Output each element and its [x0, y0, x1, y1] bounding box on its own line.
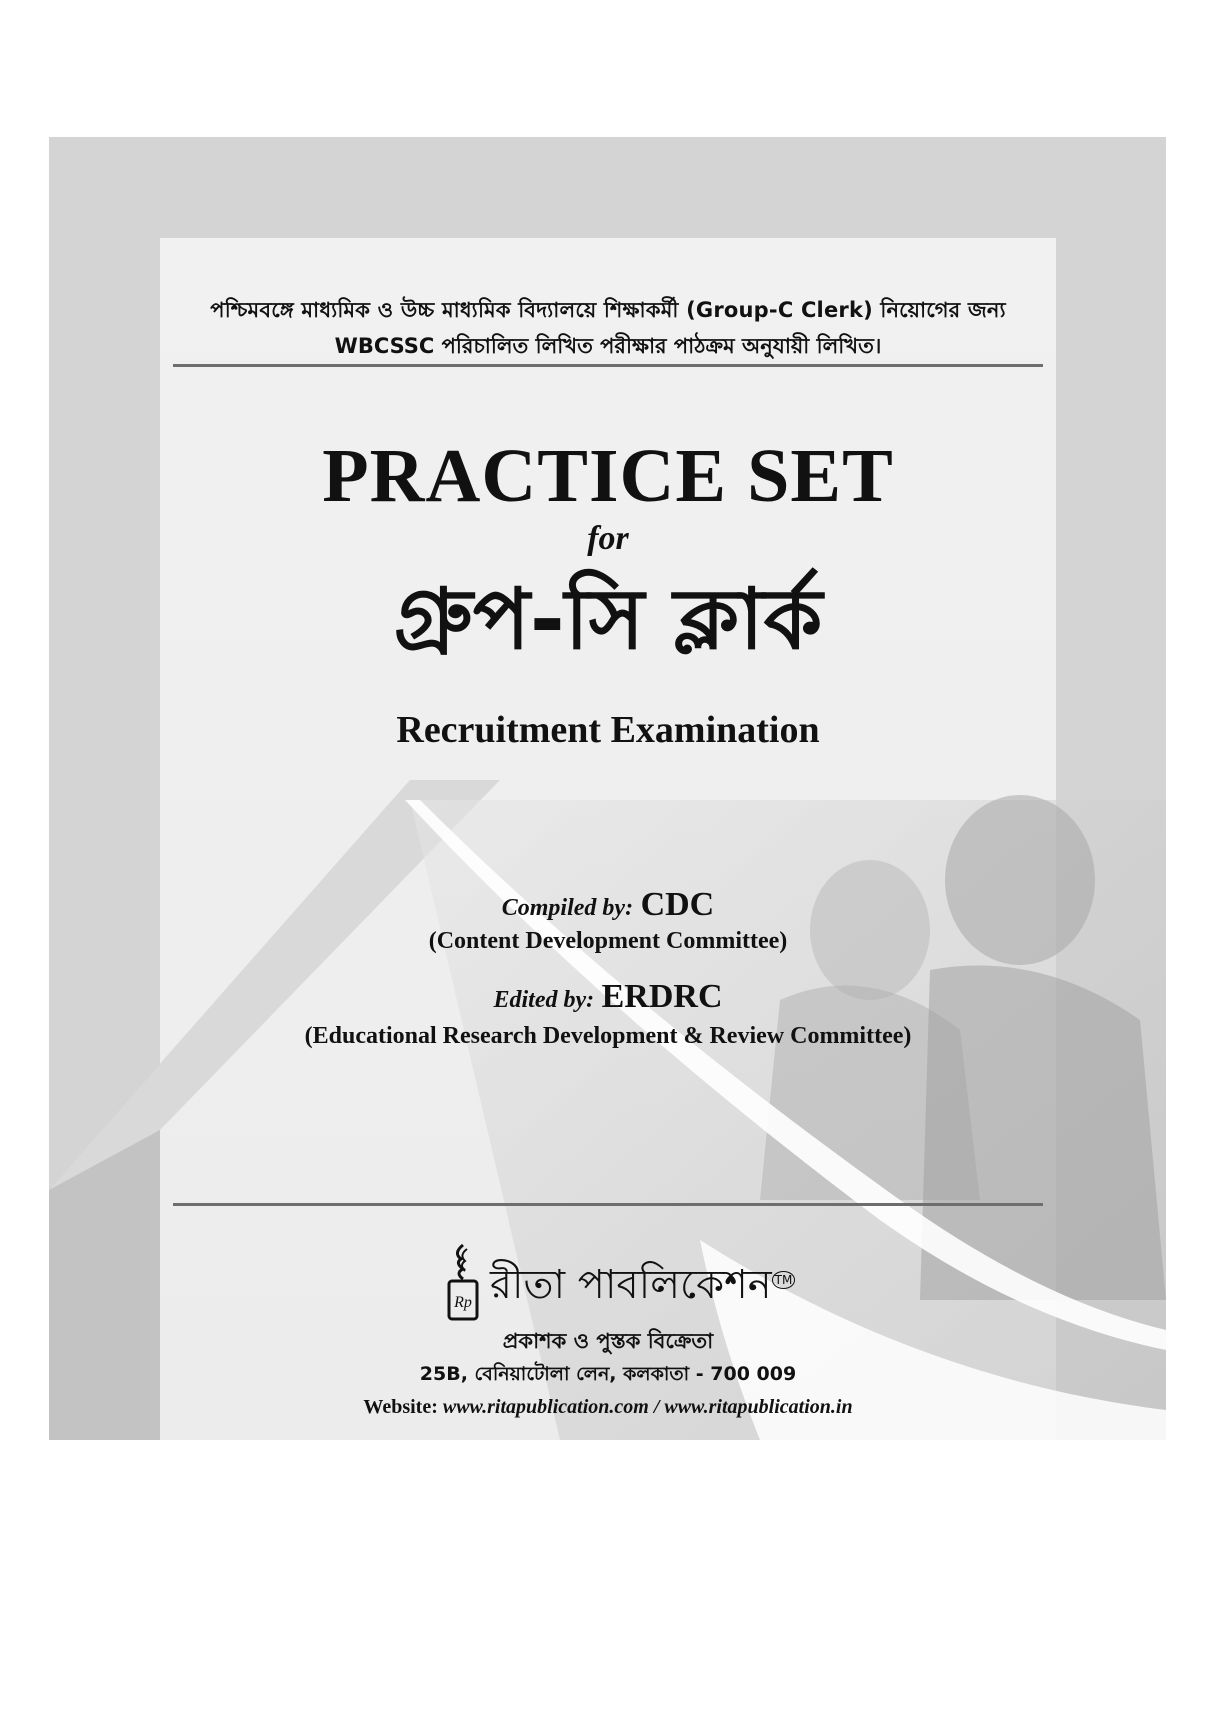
- website-urls: www.ritapublication.com / www.ritapublication.in: [442, 1396, 853, 1418]
- compiled-by: [160, 886, 1056, 924]
- publisher-tagline: প্রকাশক ও পুস্তক বিক্রেতা: [502, 1329, 714, 1353]
- title-for: for: [587, 520, 629, 557]
- edited-value: ERDRC: [601, 978, 723, 1015]
- trademark-symbol: TM: [772, 1271, 796, 1289]
- publisher-name-text: রীতা পাবলিকেশন: [490, 1262, 772, 1308]
- compiled-label: Compiled by:: [501, 895, 634, 921]
- publisher-website: [160, 1396, 1056, 1419]
- bottom-divider: [173, 1203, 1043, 1206]
- publisher-address: 25B, বেনিয়াটোলা লেন, কলকাতা - 700 009: [419, 1363, 797, 1385]
- edited-by: [160, 978, 1056, 1016]
- intro-line-1: পশ্চিমবঙ্গে মাধ্যমিক ও উচ্চ মাধ্যমিক বিদ্যালয়ে শিক্ষাকর্মী (Group-C Clerk) নিয়োগের জন্য: [210, 298, 1006, 322]
- bengali-title: গ্রুপ-সি ক্লার্ক: [393, 570, 823, 668]
- logo-initials: Rp: [454, 1294, 472, 1311]
- compiled-full-name: (Content Development Committee): [428, 928, 788, 954]
- compiled-value: CDC: [640, 886, 715, 923]
- edited-full-name: (Educational Research Development & Review Committee): [304, 1023, 912, 1049]
- intro-line-2: WBCSSC পরিচালিত লিখিত পরীক্ষার পাঠক্রম অনুযায়ী লিখিত।: [334, 334, 882, 358]
- website-label: Website:: [363, 1396, 438, 1418]
- publisher-name: [490, 1253, 795, 1320]
- cover-panel: [160, 238, 1056, 1440]
- subtitle: Recruitment Examination: [396, 709, 820, 751]
- publisher-logo: [160, 1243, 1056, 1323]
- top-divider: [173, 364, 1043, 367]
- main-title: PRACTICE SET: [322, 434, 894, 518]
- edited-label: Edited by:: [493, 987, 595, 1013]
- publisher-logo-icon: [445, 1243, 481, 1321]
